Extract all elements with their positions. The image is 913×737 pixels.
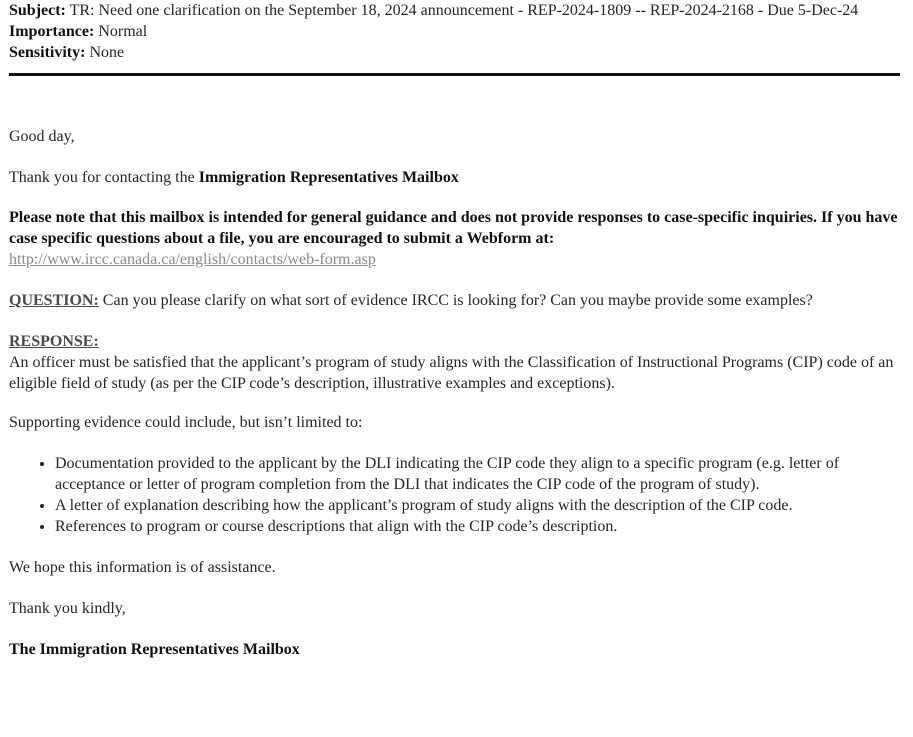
response-heading bbox=[9, 331, 901, 352]
signature: The Immigration Representatives Mailbox bbox=[9, 641, 300, 658]
evidence-list bbox=[9, 453, 901, 537]
response-text: An officer must be satisfied that the applicant’s program of study aligns with the Classification of Instructional Programs (CIP) code of an eligible field of study (as per the CIP code’s description, illustrative examples and exceptions). bbox=[9, 354, 894, 392]
subject-value: TR: Need one clarification on the September 18, 2024 announcement - REP-2024-1809 -- REP-2024-2168 - Due 5-Dec-24 bbox=[69, 2, 859, 19]
evidence-intro: Supporting evidence could include, but isn’t limited to: bbox=[9, 414, 363, 431]
hope-line: We hope this information is of assistance. bbox=[9, 559, 276, 576]
sensitivity-value: None bbox=[89, 44, 125, 61]
thanks-mailbox: Immigration Representatives Mailbox bbox=[198, 169, 459, 186]
importance-line bbox=[9, 21, 901, 42]
webform-link[interactable]: http://www.ircc.canada.ca/english/contacts/web-form.asp bbox=[9, 251, 376, 268]
subject-line bbox=[9, 0, 901, 21]
question-line bbox=[9, 290, 901, 311]
notice-text: Please note that this mailbox is intended for general guidance and does not provide responses to case-specific inquiries. If you have case specific questions about a file, you are encouraged to submit a Webform at: bbox=[9, 209, 898, 247]
list-item: • A letter of explanation describing how the applicant’s program of study aligns with the description of the CIP code. bbox=[55, 495, 901, 516]
importance-value: Normal bbox=[98, 23, 148, 40]
closing-line: Thank you kindly, bbox=[9, 600, 126, 617]
email-header bbox=[9, 0, 901, 63]
thanks-prefix: Thank you for contacting the bbox=[9, 169, 199, 186]
greeting: Good day, bbox=[9, 128, 75, 145]
sensitivity-line bbox=[9, 42, 901, 63]
sensitivity-label: Sensitivity: bbox=[9, 44, 86, 61]
thanks-line bbox=[9, 167, 901, 188]
importance-label: Importance: bbox=[9, 23, 95, 40]
list-item: • References to program or course descriptions that align with the CIP code’s description. bbox=[55, 516, 901, 537]
question-text: Can you please clarify on what sort of evidence IRCC is looking for? Can you maybe provide some examples? bbox=[98, 292, 813, 309]
header-divider bbox=[9, 73, 900, 76]
subject-label: Subject: bbox=[9, 2, 66, 19]
list-item: • Documentation provided to the applicant by the DLI indicating the CIP code they align to a specific program (e.g. letter of acceptance or letter of program completion from the DLI that indicates the CIP code of the program of study). bbox=[55, 453, 901, 495]
email-body bbox=[9, 126, 901, 660]
email-document bbox=[9, 0, 901, 660]
response-label: RESPONSE: bbox=[9, 333, 99, 350]
webform-line bbox=[9, 249, 901, 270]
question-label: QUESTION: bbox=[9, 292, 99, 309]
